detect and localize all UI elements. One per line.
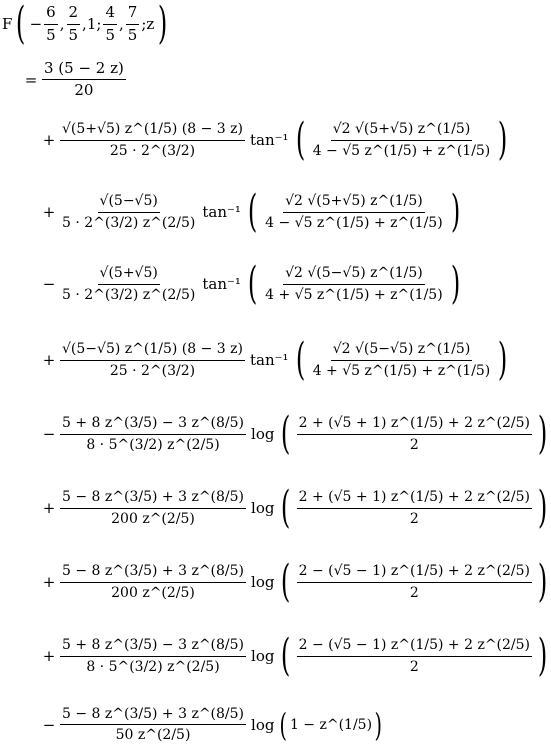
term-7: + $\frac{5 - 8 z\^{}(3/5) + 3 z\^{}(8/5)}{200 z\^{}(2/5)}$ log ( $\frac{2 - (√5 - 1) z\^{}(1/5) + 2 z\^{}(2/5)}{2}$ ): [42, 556, 548, 607]
term-0-fraction: [42, 60, 126, 100]
term-0-num: 3 (5 − 2 z): [42, 60, 126, 80]
term-0: = $\frac{3 (5 - 2 z)}{20}$: [24, 59, 124, 100]
formula-header: F ( − $\frac{6}{5}$ , $\frac{2}{5}$ , 1 ; $\frac{4}{5}$ , $\frac{7}{5}$ ; z ): [2, 0, 168, 49]
term-1: + $\frac{√(5+√5) z\^{}(1/5) (8 - 3 z)}{25 \cdot 2\^{}(3/2)}$ tan⁻¹ ( $\frac{√2 √(5+√5) z\^{}(1/5)}{4 - √5 z\^{}(1/5) + z\^{}(1/5)}$ ): [42, 114, 508, 165]
arg-1: $\frac{6}{5}$: [46, 3, 56, 44]
arg-5: $\frac{7}{5}$: [127, 3, 138, 44]
term-6: + $\frac{5 - 8 z\^{}(3/5) + 3 z\^{}(8/5)}{200 z\^{}(2/5)}$ log ( $\frac{2 + (√5 + 1) z\^{}(1/5) + 2 z\^{}(2/5)}{2}$ ): [42, 482, 548, 533]
arg-2: $\frac{2}{5}$: [68, 3, 79, 44]
term-2: + $\frac{√(5-√5)}{5 \cdot 2\^{}(3/2) z\^{}(2/5)}$ tan⁻¹ ( $\frac{√2 √(5+√5) z\^{}(1/5)}{4 - √5 z\^{}(1/5) + z\^{}(1/5)}$ ): [42, 186, 460, 237]
term-8: + $\frac{5 + 8 z\^{}(3/5) - 3 z\^{}(8/5)}{8 \cdot 5\^{}(3/2) z\^{}(2/5)}$ log ( $\frac{2 - (√5 - 1) z\^{}(1/5) + 2 z\^{}(2/5)}{2}$ ): [42, 630, 548, 681]
arg-3: 1: [86, 15, 97, 33]
term-4: + $\frac{√(5-√5) z\^{}(1/5) (8 - 3 z)}{25 \cdot 2\^{}(3/2)}$ tan⁻¹ ( $\frac{√2 √(5-√5) z\^{}(1/5)}{4 + √5 z\^{}(1/5) + z\^{}(1/5)}$ ): [42, 334, 508, 385]
term-0-den: 20: [74, 81, 94, 100]
term-9: − $\frac{5 - 8 z\^{}(3/5) + 3 z\^{}(8/5)}{50 z\^{}(2/5)}$ log ( 1 − z^(1/5) ): [42, 705, 383, 744]
arg-4: $\frac{4}{5}$: [105, 3, 115, 44]
arg-z: z: [146, 15, 155, 33]
function-name: F: [2, 15, 13, 33]
term-5: − $\frac{5 + 8 z\^{}(3/5) - 3 z\^{}(8/5)}{8 \cdot 5\^{}(3/2) z\^{}(2/5)}$ log ( $\frac{2 + (√5 + 1) z\^{}(1/5) + 2 z\^{}(2/5)}{2}$ ): [42, 408, 548, 459]
term-3: − $\frac{√(5+√5)}{5 \cdot 2\^{}(3/2) z\^{}(2/5)}$ tan⁻¹ ( $\frac{√2 √(5-√5) z\^{}(1/5)}{4 + √5 z\^{}(1/5) + z\^{}(1/5)}$ ): [42, 258, 460, 309]
